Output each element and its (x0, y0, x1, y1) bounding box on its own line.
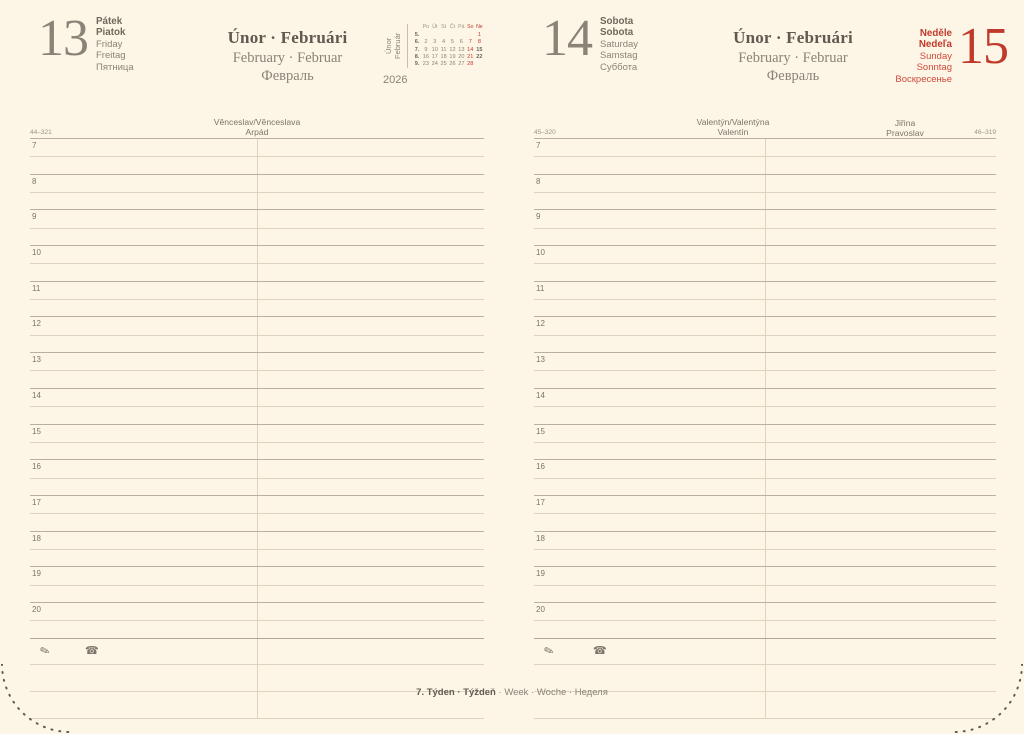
hour-row[interactable] (534, 281, 996, 317)
hour-row[interactable] (30, 209, 484, 245)
hour-label: 17 (536, 497, 545, 507)
mini-cal-day[interactable]: 15 (476, 46, 483, 53)
month-line-1: Únor · Februári (733, 28, 853, 47)
half-hour-rule (534, 549, 996, 550)
day-name-en: Saturday (600, 38, 639, 50)
day-name-sk: Sobota (600, 27, 634, 39)
hour-row[interactable] (30, 566, 484, 602)
mini-cal-week-label: 9. (414, 61, 420, 68)
hour-row[interactable] (30, 245, 484, 281)
mini-cal-day[interactable]: 10 (431, 46, 438, 53)
sunday-name-en: Sunday (919, 50, 952, 62)
day-name-ru: Суббота (600, 61, 638, 73)
hour-label: 9 (536, 212, 541, 222)
left-hour-grid (30, 138, 484, 719)
mini-cal-day[interactable]: 3 (433, 39, 437, 46)
mini-cal-week-label: 6. (414, 39, 420, 46)
hour-label: 17 (32, 497, 41, 507)
name-day-2: Arpád (245, 127, 269, 137)
mini-cal-day[interactable]: 1 (477, 31, 481, 38)
hour-row[interactable] (30, 174, 484, 210)
mini-cal-row (413, 54, 484, 61)
hour-label: 10 (32, 248, 41, 258)
mini-cal-day[interactable] (448, 31, 457, 38)
hour-row[interactable] (534, 388, 996, 424)
hour-row[interactable] (534, 245, 996, 281)
mini-cal-day[interactable]: 7 (468, 39, 472, 46)
mini-cal-row (413, 31, 484, 38)
hour-label: 15 (32, 426, 41, 436)
left-name-days (100, 117, 414, 138)
half-hour-rule (30, 442, 484, 443)
mini-cal-day[interactable]: 28 (467, 61, 474, 68)
right-page (512, 0, 1024, 734)
right-week-code-left: 45–320 (534, 129, 556, 136)
half-hour-rule (534, 370, 996, 371)
mini-cal-row (413, 61, 484, 68)
day-name-de: Samstag (600, 50, 638, 62)
mini-cal-day[interactable] (430, 31, 439, 38)
hour-label: 11 (536, 283, 545, 293)
mini-cal-day[interactable]: 21 (467, 53, 474, 60)
mini-cal-day[interactable]: 13 (458, 46, 465, 53)
mini-cal-day[interactable]: 19 (449, 53, 456, 60)
hour-label: 11 (32, 283, 41, 293)
half-hour-rule (30, 478, 484, 479)
mini-cal-day[interactable]: 26 (449, 61, 456, 68)
left-week-code: 44–321 (30, 129, 52, 136)
pen-icon: ✎ (37, 642, 53, 659)
mini-cal-day[interactable]: 27 (458, 61, 465, 68)
half-hour-rule (534, 192, 996, 193)
week-footer-bold: 7. Týden · Týždeň (416, 687, 496, 698)
half-hour-rule (30, 263, 484, 264)
vertical-month-label: Únor Február (384, 32, 403, 60)
hour-label: 12 (536, 319, 545, 329)
right-day-names (600, 14, 696, 73)
mini-cal-day[interactable]: 20 (458, 53, 465, 60)
phone-icon: ☎ (85, 644, 99, 657)
mini-cal-day[interactable]: 23 (422, 61, 430, 68)
hour-label: 13 (32, 355, 41, 365)
half-hour-rule (534, 442, 996, 443)
month-line-1: Únor · Februári (227, 28, 348, 47)
note-row[interactable] (30, 638, 484, 665)
hour-row[interactable] (534, 352, 996, 388)
mini-cal-day[interactable] (457, 31, 466, 38)
hour-label: 19 (32, 569, 41, 579)
name-day-2: Valentín (717, 127, 749, 137)
hour-label: 16 (536, 462, 545, 472)
mini-cal-day[interactable]: 4 (442, 39, 446, 46)
left-notes-area (30, 638, 484, 719)
mini-cal-day[interactable] (466, 31, 475, 38)
half-hour-rule (534, 263, 996, 264)
mini-cal-day[interactable]: 5 (450, 39, 454, 46)
sunday-name-day-1: Jiřina (894, 118, 916, 128)
mini-cal-day[interactable]: 14 (467, 46, 474, 53)
half-hour-rule (534, 585, 996, 586)
right-hour-grid (534, 138, 996, 719)
half-hour-rule (30, 335, 484, 336)
mini-calendar (407, 24, 484, 68)
half-hour-rule (30, 549, 484, 550)
mini-cal-day[interactable]: 11 (440, 46, 447, 53)
right-week-code-right: 46–319 (974, 129, 996, 136)
hour-label: 18 (32, 533, 41, 543)
half-hour-rule (30, 156, 484, 157)
half-hour-rule (534, 513, 996, 514)
mini-cal-day[interactable]: 12 (449, 46, 456, 53)
corner-dots-right (954, 664, 1024, 734)
sunday-name-cs: Neděle (919, 28, 952, 39)
mini-cal-day[interactable] (475, 61, 484, 68)
mini-calendar-table (413, 24, 484, 68)
sunday-day-number: 15 (958, 18, 1008, 75)
mini-cal-day[interactable]: 16 (422, 53, 430, 60)
note-row[interactable] (534, 638, 996, 665)
half-hour-rule (30, 585, 484, 586)
sunday-name-day-2: Pravoslav (886, 128, 924, 138)
mini-cal-wd-th: Čt (449, 24, 456, 31)
half-hour-rule (30, 620, 484, 621)
hour-label: 16 (32, 462, 41, 472)
right-name-days-sunday (862, 118, 948, 138)
half-hour-rule (534, 335, 996, 336)
right-notes-area (534, 638, 996, 719)
month-line-2: February · Februar (232, 50, 343, 66)
mini-cal-wd-fr: Pá (458, 24, 465, 31)
day-name-de: Freitag (96, 50, 126, 62)
hour-row[interactable] (534, 602, 996, 638)
mini-cal-day[interactable]: 8 (477, 39, 481, 46)
sunday-name-ru: Воскресенье (895, 73, 952, 85)
mini-cal-row (413, 46, 484, 53)
mini-cal-week-label: 8. (414, 53, 420, 60)
mini-cal-wd-sa: So (467, 24, 474, 31)
left-month-title (192, 14, 383, 85)
month-line-3: Февраль (766, 68, 820, 84)
hour-label: 13 (536, 355, 545, 365)
hour-row[interactable] (534, 459, 996, 495)
mini-cal-week-label: 7. (414, 46, 420, 53)
day-name-sk: Piatok (96, 27, 126, 39)
hour-row[interactable] (534, 316, 996, 352)
left-day-number: 13 (38, 10, 88, 67)
hour-row[interactable] (534, 495, 996, 531)
hour-row[interactable] (30, 459, 484, 495)
sunday-day-names (890, 14, 952, 85)
month-line-2: February · Februar (738, 50, 848, 66)
half-hour-rule (534, 228, 996, 229)
half-hour-rule (534, 620, 996, 621)
hour-row[interactable] (30, 138, 484, 174)
hour-row[interactable] (534, 531, 996, 567)
half-hour-rule (30, 299, 484, 300)
pen-icon: ✎ (541, 642, 557, 659)
hour-label: 20 (32, 604, 41, 614)
mini-cal-header-row (413, 24, 484, 31)
half-hour-rule (534, 406, 996, 407)
half-hour-rule (534, 299, 996, 300)
mini-cal-day[interactable]: 2 (424, 39, 428, 46)
hour-row[interactable] (534, 174, 996, 210)
half-hour-rule (30, 513, 484, 514)
mini-cal-day[interactable]: 22 (476, 53, 483, 60)
mini-cal-row (413, 39, 484, 46)
hour-row[interactable] (30, 495, 484, 531)
half-hour-rule (30, 370, 484, 371)
hour-label: 9 (32, 212, 37, 222)
hour-label: 14 (32, 390, 41, 400)
day-name-cs: Sobota (600, 16, 634, 27)
hour-row[interactable] (534, 566, 996, 602)
mini-cal-wd-su: Ne (476, 24, 483, 31)
day-name-ru: Пятница (96, 61, 134, 73)
mini-cal-day[interactable]: 9 (424, 46, 428, 53)
hour-row[interactable] (30, 316, 484, 352)
hour-label: 18 (536, 533, 545, 543)
sunday-name-de: Sonntag (916, 62, 952, 74)
hour-label: 8 (536, 176, 541, 186)
hour-row[interactable] (30, 352, 484, 388)
half-hour-rule (30, 192, 484, 193)
hour-label: 12 (32, 319, 41, 329)
mini-cal-corner (413, 24, 421, 31)
hour-label: 19 (536, 569, 545, 579)
hour-label: 7 (536, 141, 541, 150)
name-day-1: Valentýn/Valentýna (696, 117, 770, 127)
hour-row[interactable] (30, 281, 484, 317)
right-page-header (512, 0, 1024, 112)
hour-row[interactable] (30, 602, 484, 638)
hour-row[interactable] (534, 424, 996, 460)
hour-label: 10 (536, 248, 545, 258)
week-footer-rest: · Week · Woche · Неделя (495, 687, 608, 698)
mini-cal-day[interactable]: 18 (440, 53, 447, 60)
mini-cal-wd-mo: Po (422, 24, 430, 31)
hour-row[interactable] (30, 388, 484, 424)
mini-cal-day[interactable]: 17 (431, 53, 438, 60)
week-footer (0, 687, 1024, 698)
right-name-days-center (604, 117, 862, 138)
half-hour-rule (30, 406, 484, 407)
left-names-line (0, 112, 512, 138)
left-hour-rows (30, 138, 484, 638)
day-name-en: Friday (96, 38, 123, 50)
hour-label: 14 (536, 390, 545, 400)
left-day-names (96, 14, 192, 73)
hour-label: 15 (536, 426, 545, 436)
day-name-cs: Pátek (96, 16, 123, 27)
mini-cal-day[interactable]: 6 (459, 39, 463, 46)
mini-cal-week-label: 5. (414, 31, 420, 38)
half-hour-rule (534, 478, 996, 479)
hour-row[interactable] (534, 138, 996, 174)
month-line-3: Февраль (261, 68, 314, 84)
mini-cal-day[interactable]: 25 (440, 61, 447, 68)
half-hour-rule (30, 228, 484, 229)
corner-dots-left (0, 664, 70, 734)
mini-cal-body (413, 31, 484, 68)
mini-cal-day[interactable]: 24 (431, 61, 438, 68)
name-day-1: Věnceslav/Věnceslava (213, 117, 301, 127)
right-day-number: 14 (542, 10, 592, 67)
right-names-line (512, 112, 1024, 138)
hour-label: 8 (32, 176, 37, 186)
mini-cal-day[interactable] (421, 31, 430, 38)
mini-calendar-block (383, 14, 484, 86)
mini-cal-wd-tu: Út (432, 24, 438, 31)
sunday-name-sk: Nedeľa (918, 39, 952, 51)
hour-row[interactable] (30, 531, 484, 567)
right-month-title (696, 14, 890, 85)
hour-label: 7 (32, 141, 37, 150)
hour-row[interactable] (534, 209, 996, 245)
mini-cal-day[interactable] (439, 31, 448, 38)
hour-label: 20 (536, 604, 545, 614)
left-page-header (0, 0, 512, 112)
hour-row[interactable] (30, 424, 484, 460)
half-hour-rule (534, 156, 996, 157)
right-hour-rows (534, 138, 996, 638)
phone-icon: ☎ (593, 644, 607, 657)
mini-cal-wd-we: St (441, 24, 447, 31)
year-label: 2026 (382, 74, 408, 86)
